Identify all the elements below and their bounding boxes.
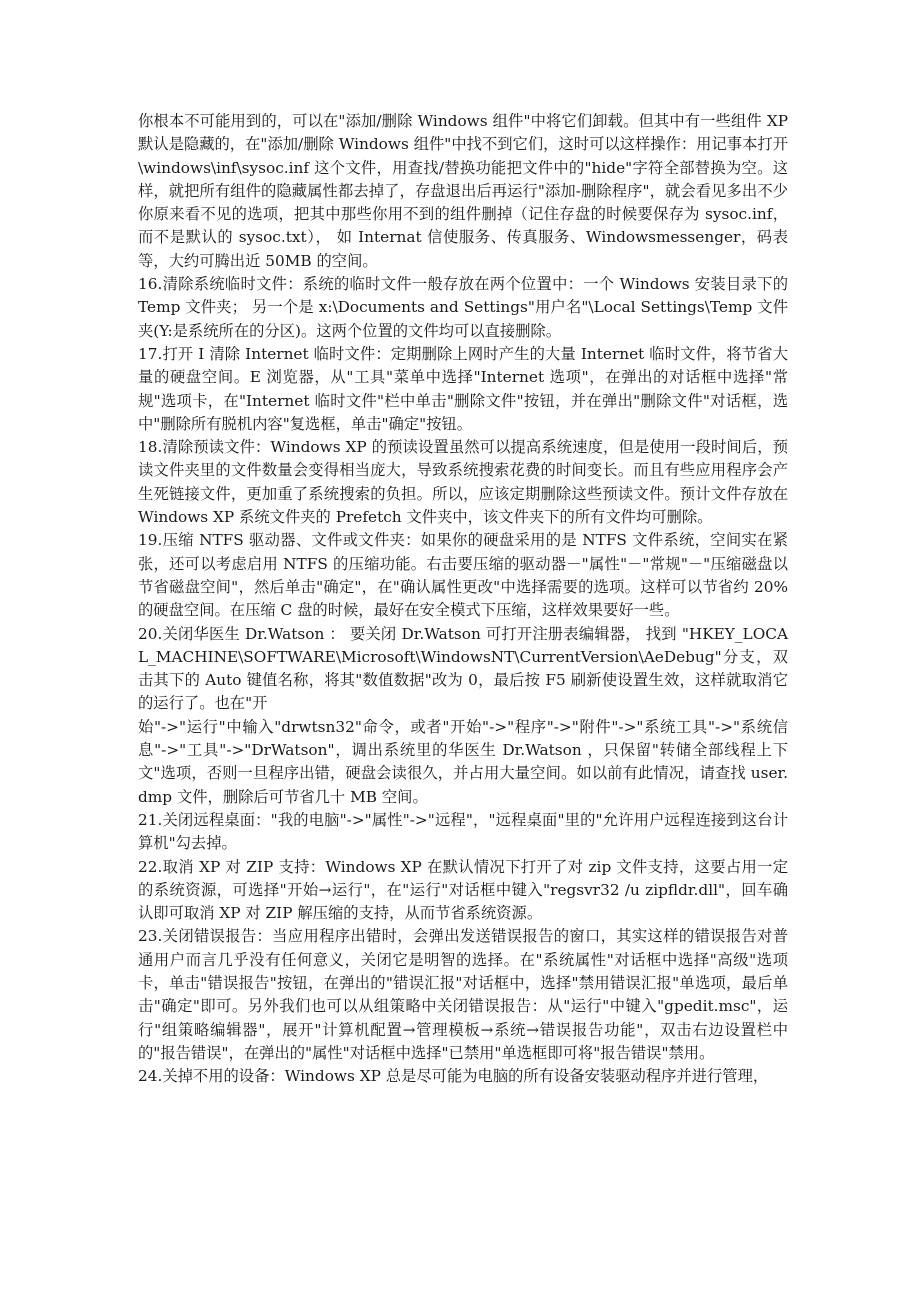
paragraph-19: 19.压缩 NTFS 驱动器、文件或文件夹：如果你的硬盘采用的是 NTFS 文件系统，空间实在紧张，还可以考虑启用 NTFS 的压缩功能。右击要压缩的驱动器－"属性"－"常规"－"压缩磁盘以节省磁盘空间"，然后单击"确定"，在"确认属性更改"中选择需要的选项。这样可以节省约 20% 的硬盘空间。在压缩 C 盘的时候，最好在安全模式下压缩，这样效果要好一些。 <box>138 531 788 620</box>
paragraph-21: 21.关闭远程桌面："我的电脑"->"属性"->"远程"，"远程桌面"里的"允许用户远程连接到这台计算机"勾去掉。 <box>138 810 788 853</box>
paragraph-22: 22.取消 XP 对 ZIP 支持：Windows XP 在默认情况下打开了对 zip 文件支持，这要占用一定的系统资源，可选择"开始→运行"，在"运行"对话框中键入"regsvr32 /u zipfldr.dll"，回车确认即可取消 XP 对 ZIP 解压缩的支持，从而节省系统资源。 <box>138 857 788 923</box>
paragraph-24: 24.关掉不用的设备：Windows XP 总是尽可能为电脑的所有设备安装驱动程序并进行管理， <box>138 1067 769 1086</box>
paragraph-intro: 你根本不可能用到的，可以在"添加/删除 Windows 组件"中将它们卸载。但其中有一些组件 XP 默认是隐藏的，在"添加/删除 Windows 组件"中找不到它们，这时可以这样操作：用记事本打开\windows\inf\sysoc.inf 这个文件，用查找/替换功能把文件中的"hide"字符全部替换为空。这样，就把所有组件的隐藏属性都去掉了，存盘退出后再运行"添加-删除程序"，就会看见多出不少你原来看不见的选项，把其中那些你用不到的组件删掉（记住存盘的时候要保存为 sysoc.inf， 而不是默认的 sysoc.txt）， 如 Internat 信使服务、传真服务、Windowsmessenger，码表等，大约可腾出近 50MB 的空间。 <box>138 112 788 270</box>
paragraph-18: 18.清除预读文件：Windows XP 的预读设置虽然可以提高系统速度，但是使用一段时间后，预读文件夹里的文件数量会变得相当庞大，导致系统搜索花费的时间变长。而且有些应用程序会产生死链接文件，更加重了系统搜索的负担。所以，应该定期删除这些预读文件。预计文件存放在 Windows XP 系统文件夹的 Prefetch 文件夹中，该文件夹下的所有文件均可删除。 <box>138 438 788 527</box>
paragraph-23: 23.关闭错误报告：当应用程序出错时，会弹出发送错误报告的窗口，其实这样的错误报告对普通用户而言几乎没有任何意义，关闭它是明智的选择。在"系统属性"对话框中选择"高级"选项卡，单击"错误报告"按钮，在弹出的"错误汇报"对话框中，选择"禁用错误汇报"单选项，最后单击"确定"即可。另外我们也可以从组策略中关闭错误报告：从"运行"中键入"gpedit.msc"，运行"组策略编辑器"，展开"计算机配置→管理模板→系统→错误报告功能"，双击右边设置栏中的"报告错误"，在弹出的"属性"对话框中选择"已禁用"单选框即可将"报告错误"禁用。 <box>138 927 788 1062</box>
paragraph-17: 17.打开 I 清除 Internet 临时文件：定期删除上网时产生的大量 Internet 临时文件，将节省大量的硬盘空间。E 浏览器，从"工具"菜单中选择"Internet 选项"，在弹出的对话框中选择"常规"选项卡，在"Internet 临时文件"栏中单击"删除文件"按钮，并在弹出"删除文件"对话框，选中"删除所有脱机内容"复选框，单击"确定"按钮。 <box>138 344 788 433</box>
document-body <box>138 110 788 1088</box>
paragraph-20: 20.关闭华医生 Dr.Watson ： 要关闭 Dr.Watson 可打开注册表编辑器， 找到 "HKEY_LOCAL_MACHINE\SOFTWARE\Microsoft\WindowsNT\CurrentVersion\AeDebug"分支，双击其下的 Auto 键值名称，将其"数值数据"改为 0，最后按 F5 刷新使设置生效，这样就取消它的运行了。也在"开 <box>138 624 788 713</box>
paragraph-20-continued: 始"->"运行"中输入"drwtsn32"命令，或者"开始"->"程序"->"附件"->"系统工具"->"系统信息"->"工具"->"DrWatson"，调出系统里的华医生 Dr.Watson ，只保留"转储全部线程上下文"选项，否则一旦程序出错，硬盘会读很久，并占用大量空间。如以前有此情况，请查找 user.dmp 文件，删除后可节省几十 MB 空间。 <box>138 717 788 806</box>
paragraph-16: 16.清除系统临时文件：系统的临时文件一般存放在两个位置中：一个 Windows 安装目录下的 Temp 文件夹； 另一个是 x:\Documents and Settings"用户名"\Local Settings\Temp 文件夹(Y:是系统所在的分区)。这两个位置的文件均可以直接删除。 <box>138 275 788 340</box>
